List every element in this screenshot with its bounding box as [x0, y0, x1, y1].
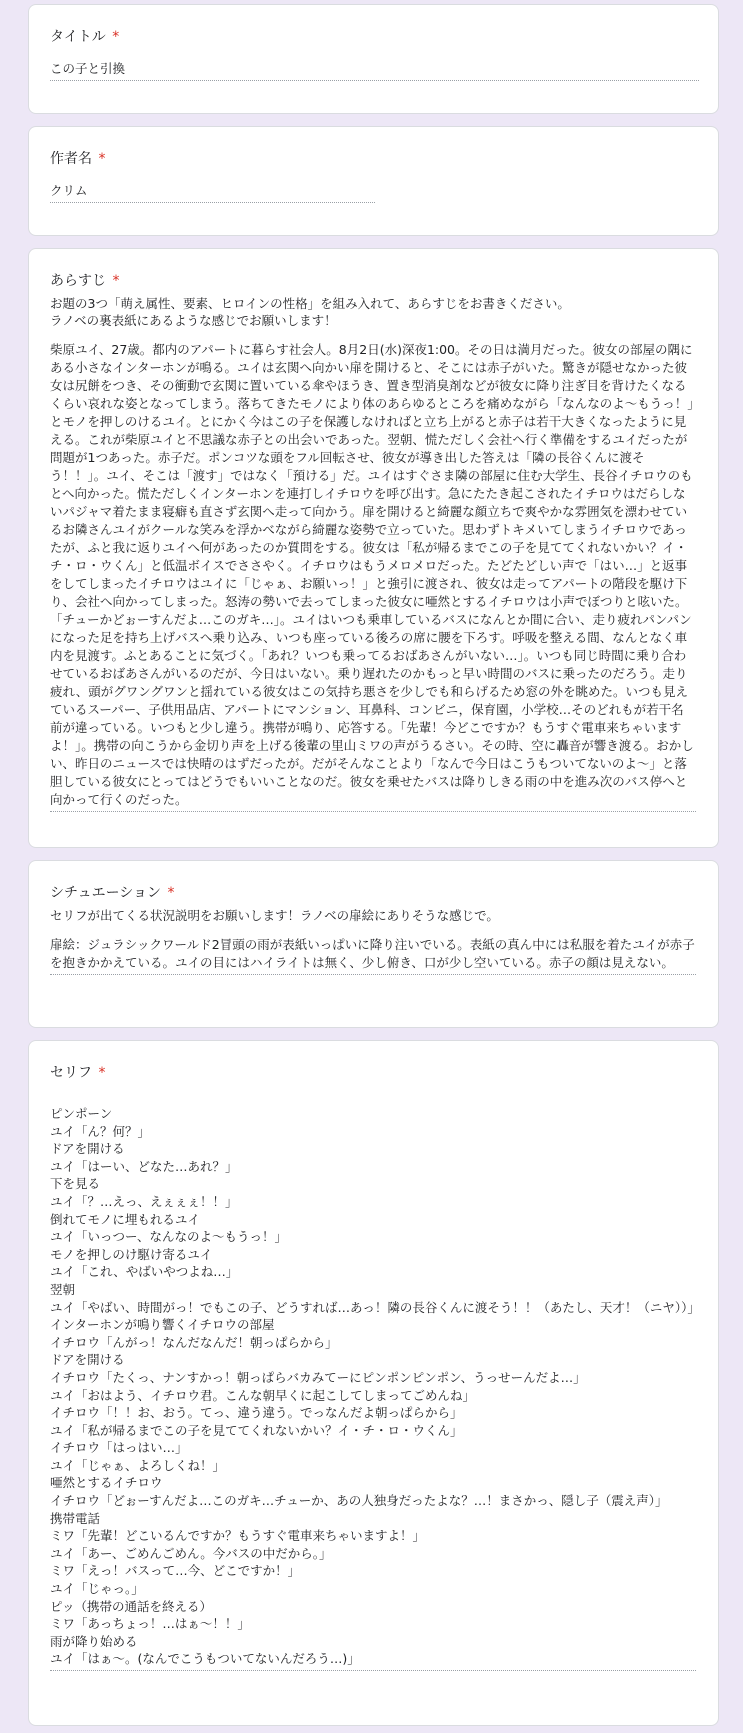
question-description: セリフが出てくる状況説明をお願いします！ラノベの扉絵にありそうな感じで。	[50, 908, 499, 923]
title-answer-field[interactable]: この子と引換	[50, 60, 699, 81]
serif-line: ユイ「あー、ごめんごめん。今バスの中だから。」	[50, 1545, 332, 1561]
question-title	[50, 883, 696, 903]
required-mark: *	[98, 151, 106, 167]
serif-line: 翌朝	[50, 1281, 76, 1297]
serif-line: イチロウ「！！お、おう。てっ、違う違う。でっなんだよ朝っぱらから」	[50, 1405, 463, 1421]
serif-line: イチロウ「はっはい…」	[50, 1440, 188, 1456]
author-answer-field[interactable]: クリム	[50, 182, 375, 203]
serif-line: ミワ「先輩！どこいるんですか？もうすぐ電車来ちゃいますよ！」	[50, 1528, 426, 1544]
question-title	[50, 271, 696, 291]
serif-line: ミワ「あっちょっ！…はぁ〜！！」	[50, 1616, 250, 1632]
serif-line: 倒れてモノに埋もれるユイ	[50, 1211, 200, 1227]
question-title	[50, 1063, 696, 1083]
serif-line: ユイ「ん？何？」	[50, 1123, 151, 1139]
serif-line: ドアを開ける	[50, 1352, 125, 1368]
question-label: あらすじ	[50, 273, 106, 289]
question-card-title	[28, 4, 719, 114]
serif-line: イチロウ「んがっ！なんだなんだ！朝っぱらから」	[50, 1334, 338, 1350]
question-label: セリフ	[50, 1065, 92, 1081]
question-card-serif	[28, 1040, 719, 1726]
serif-line: 雨が降り始める	[50, 1633, 138, 1649]
serif-line: ドアを開ける	[50, 1141, 125, 1157]
question-description: お題の3つ「萌え属性、要素、ヒロインの性格」を組み入れて、あらすじをお書きください。 ラノベの裏表紙にあるような感じでお願いします！	[50, 296, 570, 328]
serif-line: ミワ「えっ！バスって…今、どこですか！」	[50, 1563, 301, 1579]
serif-line: ユイ「おはよう、イチロウ君。こんな朝早くに起こしてしまってごめんね」	[50, 1387, 476, 1403]
serif-line: ユイ「いっつー、なんなのよ〜もうっ！」	[50, 1229, 288, 1245]
serif-line: 携帯電話	[50, 1510, 101, 1526]
question-card-author	[28, 126, 719, 236]
question-label: 作者名	[50, 151, 92, 167]
serif-line: ユイ「じゃぁ、よろしくね！」	[50, 1457, 226, 1473]
serif-line: ユイ「はぁ〜。(なんでこうもついてないんだろう…)」	[50, 1651, 360, 1667]
serif-line: モノを押しのけ駆け寄るユイ	[50, 1246, 213, 1262]
question-title	[50, 27, 696, 47]
required-mark: *	[112, 29, 120, 45]
serif-line: 下を見る	[50, 1176, 101, 1192]
question-label: タイトル	[50, 29, 106, 45]
question-label: シチュエーション	[50, 885, 162, 901]
required-mark: *	[167, 885, 175, 901]
question-title	[50, 149, 696, 169]
serif-line: ユイ「これ、やばいやつよね…」	[50, 1264, 239, 1280]
serif-line: ピッ（携帯の通話を終える）	[50, 1598, 213, 1614]
serif-line: イチロウ「たくっ、ナンすかっ！朝っぱらバカみてーにピンポンピンポン、うっせーんだよ…」	[50, 1369, 586, 1385]
serif-line: ユイ「？…えっ、えぇぇぇ！！」	[50, 1193, 238, 1209]
serif-line: ユイ「じゃっ。」	[50, 1581, 144, 1597]
required-mark: *	[112, 273, 120, 289]
serif-line: ユイ「やばい、時間がっ！でもこの子、どうすれば…あっ！隣の長谷くんに渡そう！！（あたし、天才！（ニヤ））」	[50, 1299, 700, 1315]
serif-line: インターホンが鳴り響くイチロウの部屋	[50, 1317, 275, 1333]
serif-line: ユイ「はーい、どなた…あれ？」	[50, 1158, 238, 1174]
synopsis-answer-field[interactable]: 柴原ユイ、27歳。都内のアパートに暮らす社会人。8月2日(水)深夜1:00。その日は満月だった。彼女の部屋の隅にある小さなインターホンが鳴る。ユイは玄関へ向かい扉を開けると、そこには赤子がいた。驚きが隠せなかった彼女は尻餅をつき、その衝動で玄関に置いている傘やほうき、置き型消臭剤などが彼女に降り注ぎ目を背けたくなるくらい哀れな姿となってしまう。落ちてきたモノにより体のあらゆるところを痛めながら「なんなのよ〜もうっ！」とモノを押しのけるユイ。とにかく今はこの子を保護しなければと立ち上がると赤子は若干大きくなったように見える。これが柴原ユイと不思議な赤子との出会いであった。翌朝、慌ただしく会社へ行く準備をするユイだったが問題が1つあった。赤子だ。ポンコツな頭をフル回転させ、彼女が導き出した答えは「隣の長谷くんに渡そう！！」。ユイ、そこは「渡す」ではなく「預ける」だ。ユイはすぐさま隣の部屋に住む大学生、長谷イチロウのもとへ向かった。慌ただしくインターホンを連打しイチロウを呼び出す。急にたたき起こされたイチロウはだらしないパジャマ着たまま寝癖も直さず玄関へ走って向かう。扉を開けると綺麗な顔立ちで爽やかな雰囲気を漂わせているお隣さんユイがクールな笑みを浮かべながら綺麗な姿勢で立っていた。思わずトキメいてしまうイチロウであったが、ふと我に返りユイへ何があったのか質問をする。彼女は「私が帰るまでこの子を見ててくれないかい？イ・チ・ロ・ウくん」と低温ボイスでささやく。イチロウはもうメロメロだった。たどたどしい声で「はい…」と返事をしてしまったイチロウはユイに「じゃぁ、お願いっ！」と強引に渡され、彼女は走ってアパートの階段を駆け下り、会社へ向かってしまった。怒涛の勢いで去ってしまった彼女に唖然とするイチロウは小声でぼつりと呟いた。「チューかどぉーすんだよ…このガキ…」。ユイはいつも乗車しているバスになんとか間に合い、走り疲れパンパンになった足を持ち上げバスへ乗り込み、いつも座っている後ろの席に腰を下ろす。呼吸を整える間、なんとなく車内を見渡す。ふとあることに気づく。「あれ？いつも乗ってるおばあさんがいない…」。いつも同じ時間に乗り合わせているおばあさんがいるのだが、今日はいない。乗り遅れたのかもっと早い時間のバスに乗ったのだろう。走り疲れ、頭がグワングワンと揺れている彼女はこの気持ち悪さを少しでも和らげるため窓の外を眺めた。いつも見えているスーパー、子供用品店、アパートにマンション、耳鼻科、コンビニ，保育園，小学校…そのどれもが若干名前が違っている。いつもと少し違う。携帯が鳴り、応答する。「先輩！今どこですか？もうすぐ電車来ちゃいますよ！」。携帯の向こうから金切り声を上げる後輩の里山ミワの声がうるさい。その時、空に轟音が響き渡る。おかしい、昨日のニュースでは快晴のはずだったが。だがそんなことより「なんで今日はこうもついてないのよ〜」と落胆している彼女にとってはどうでもいいことなのだ。彼女を乗せたバスは降りしきる雨の中を進み次のバス停へと向かって行くのだった。	[50, 341, 696, 812]
question-card-situation	[28, 860, 719, 1028]
serif-line: ユイ「私が帰るまでこの子を見ててくれないかい？イ・チ・ロ・ウくん」	[50, 1422, 463, 1438]
question-card-synopsis	[28, 248, 719, 848]
situation-answer-field[interactable]: 扉絵：ジュラシックワールド2冒頭の雨が表紙いっぱいに降り注いでいる。表紙の真ん中には私服を着たユイが赤子を抱きかかえている。ユイの目にはハイライトは無く、少し俯き、口が少し空いている。赤子の顔は見えない。	[50, 936, 696, 975]
serif-line: ピンポーン	[50, 1106, 113, 1121]
serif-line: イチロウ「どぉーすんだよ…このガキ…チューか、あの人独身だったよな？…！まさかっ、隠し子（震え声）」	[50, 1493, 668, 1509]
serif-answer-field[interactable]	[50, 1105, 700, 1671]
serif-line: 唖然とするイチロウ	[50, 1475, 163, 1491]
required-mark: *	[98, 1065, 106, 1081]
